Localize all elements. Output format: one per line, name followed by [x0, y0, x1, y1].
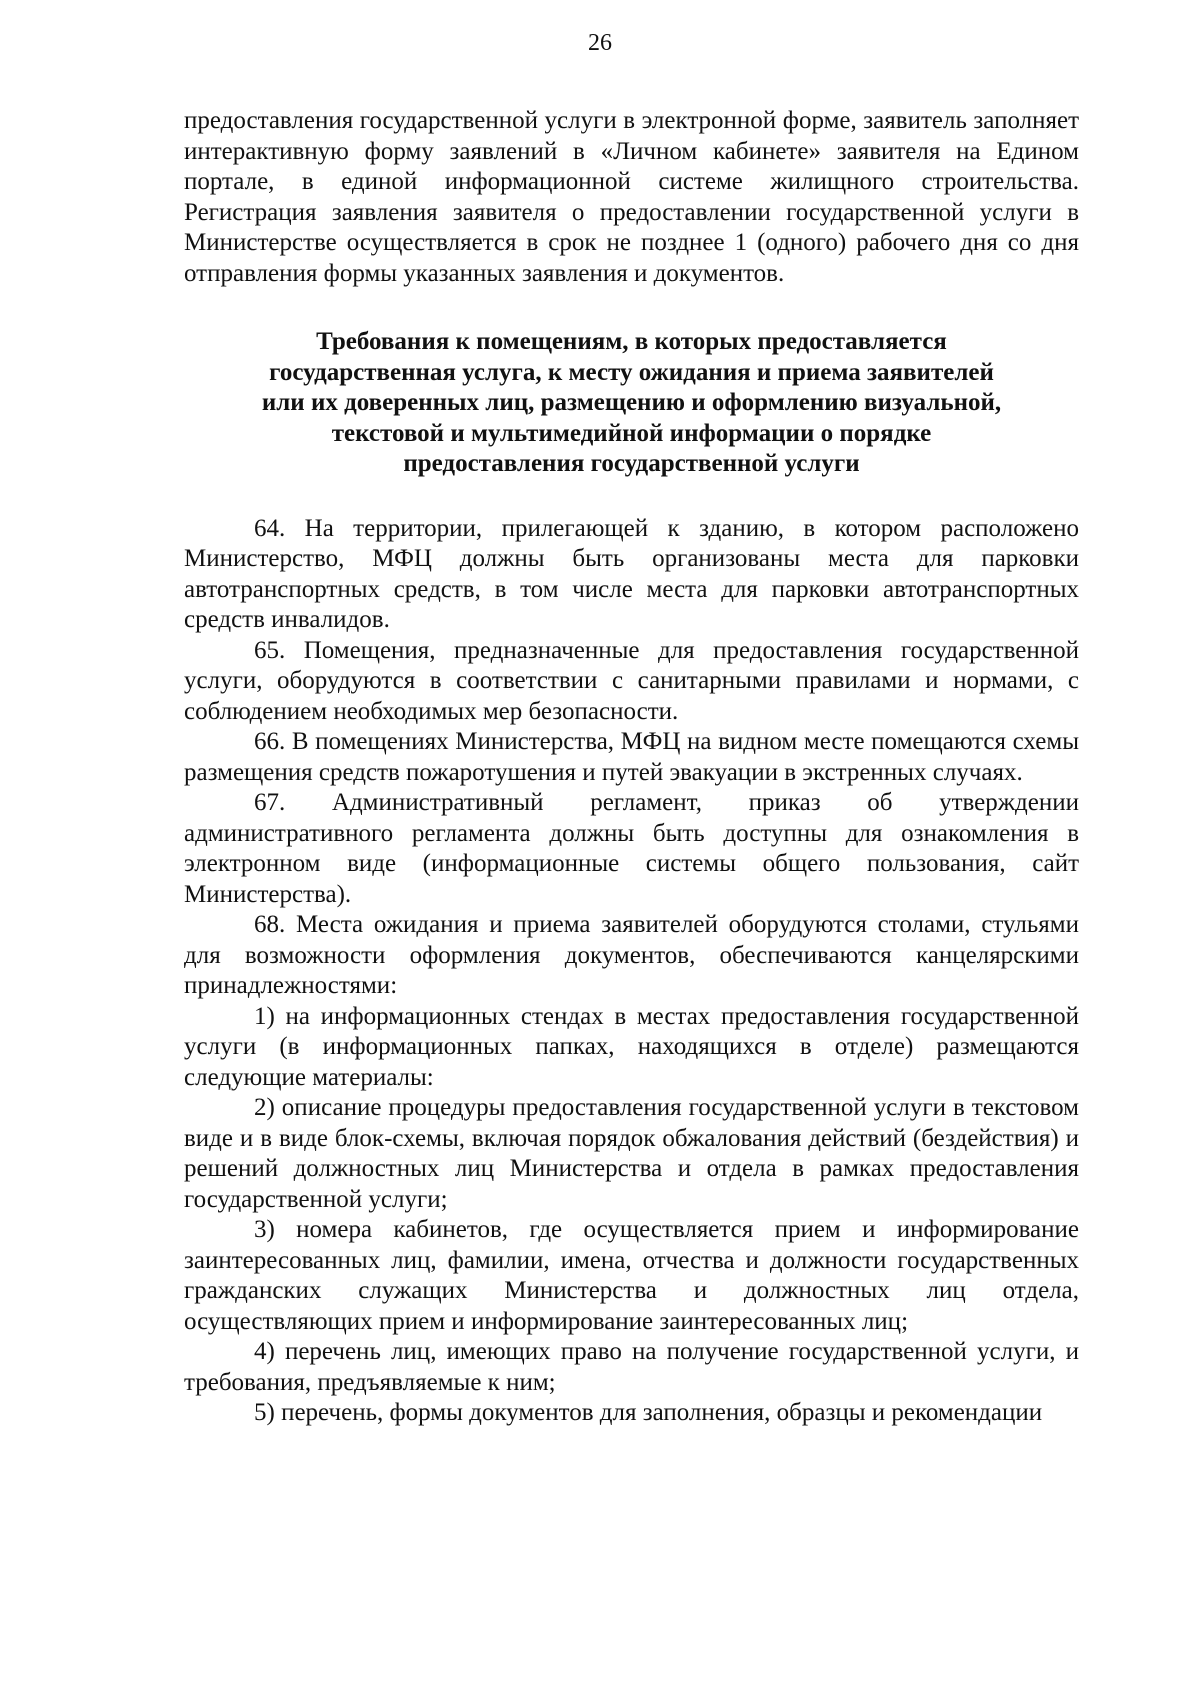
paragraph-64: 64. На территории, прилегающей к зданию, в котором расположено Министерство, МФЦ должны быть организованы места для парковки автотранспортных средств, в том числе места для парковки автотранспортных средств инвалидов. [184, 514, 1079, 633]
paragraph-67: 67. Административный регламент, приказ об утверждении административного регламента должны быть доступны для ознакомления в электронном виде (информационные системы общего пользования, сайт Министерства). [184, 789, 1079, 908]
list-item-3: 3) номера кабинетов, где осуществляется прием и информирование заинтересованных лиц, фамилии, имена, отчества и должности государственных гражданских служащих Министерства и должностных лиц отдела, осуществляющих прием и информирование заинтересованных лиц; [184, 1216, 1079, 1335]
list-item-2: 2) описание процедуры предоставления государственной услуги в текстовом виде и в виде блок-схемы, включая порядок обжалования действий (бездействия) и решений должностных лиц Министерства и отдела в рамках предоставления государственной услуги; [184, 1094, 1079, 1213]
section-heading [184, 327, 1079, 480]
intro-paragraph: предоставления государственной услуги в электронной форме, заявитель заполняет интерактивную форму заявлений в «Личном кабинете» заявителя на Едином портале, в единой информационной системе жилищного строительства. Регистрация заявления заявителя о предоставлении государственной услуги в Министерстве осуществляется в срок не позднее 1 (одного) рабочего дня со дня отправления формы указанных заявления и документов. [184, 107, 1079, 287]
section-heading-line: или их доверенных лиц, размещению и оформлению визуальной, [261, 389, 1002, 416]
list-item-1: 1) на информационных стендах в местах предоставления государственной услуги (в информационных папках, находящихся в отделе) размещаются следующие материалы: [184, 1002, 1079, 1091]
page-number: 26 [588, 30, 612, 56]
section-heading-line: государственная услуга, к месту ожидания и приема заявителей [269, 358, 994, 386]
paragraph-68: 68. Места ожидания и приема заявителей оборудуются столами, стульями для возможности оформления документов, обеспечиваются канцелярскими принадлежностями: [184, 911, 1079, 999]
section-heading-line: Требования к помещениям, в которых предоставляется [316, 328, 947, 355]
list-item-5: 5) перечень, формы документов для заполнения, образцы и рекомендации [254, 1399, 1043, 1426]
paragraph-66: 66. В помещениях Министерства, МФЦ на видном месте помещаются схемы размещения средств пожаротушения и путей эвакуации в экстренных случаях. [184, 728, 1079, 786]
document-body [184, 106, 1079, 1429]
list-item-4: 4) перечень лиц, имеющих право на получение государственной услуги, и требования, предъявляемые к ним; [184, 1338, 1079, 1396]
paragraph-65: 65. Помещения, предназначенные для предоставления государственной услуги, оборудуются в соответствии с санитарными правилами и нормами, с соблюдением необходимых мер безопасности. [184, 636, 1079, 725]
section-heading-line: предоставления государственной услуги [403, 450, 860, 477]
section-heading-line: текстовой и мультимедийной информации о порядке [331, 419, 932, 447]
